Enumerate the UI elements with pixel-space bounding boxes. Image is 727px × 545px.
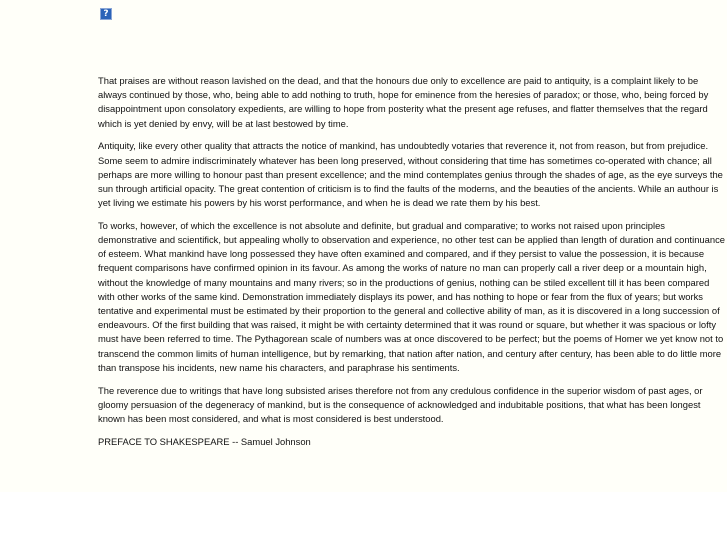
paragraph-1: That praises are without reason lavished on the dead, and that the honours due only to excellence are paid to antiquity, is a complaint likely to be always continued by those, who, being able to add nothing to truth, hope for eminence from the heresies of paradox; or those, who, being forced by disappointment upon consolatory expedients, are willing to hope from posterity what the present age refuses, and flatter themselves that the regard which is yet denied by envy, will be at last bestowed by time. bbox=[98, 75, 709, 129]
source-attribution: PREFACE TO SHAKESPEARE -- Samuel Johnson bbox=[98, 435, 311, 447]
paragraph-3: To works, however, of which the excellence is not absolute and definite, but gradual and comparative; to works not raised upon principles demonstrative and scientifick, but appealing wholly to observation and experience, no other test can be applied than length of duration and continuance of esteem. What mankind have long possessed they have often examined and compared, and if they persist to value the possession, it is because frequent comparisons have confirmed opinion in its favour. As among the works of nature no man can properly call a river deep or a mountain high, without the knowledge of many mountains and many rivers; so in the productions of genius, nothing can be stiled excellent till it has been compared with other works of the same kind. Demonstration immediately displays its power, and has nothing to hope or fear from the flux of years; but works tentative and experimental must be estimated by their proportion to the general and collective ability of man, as it is discovered in a long succession of endeavours. Of the first building that was raised, it might be with certainty determined that it was round or square, but whether it was spacious or lofty must have been referred to time. The Pythagorean scale of numbers was at once discovered to be perfect; but the poems of Homer we yet know not to transcend the common limits of human intelligence, but by remarking, that nation after nation, and century after century, has been able to do little more than transpose his incidents, new name his characters, and paraphrase his sentiments. bbox=[98, 219, 725, 373]
paragraph-2: Antiquity, like every other quality that attracts the notice of mankind, has undoubtedly votaries that reverence it, not from reason, but from prejudice. Some seem to admire indiscriminately whatever has been long preserved, without considering that time has sometimes co-operated with chance; all perhaps are more willing to honour past than present excellence; and the mind contemplates genius through the shades of age, as the eye surveys the sun through artificial opacity. The great contention of criticism is to find the faults of the moderns, and the beauties of the ancients. While an authour is yet living we estimate his powers by his worst performance, and when he is dead we rate them by his best. bbox=[98, 140, 723, 209]
help-icon[interactable]: ? bbox=[100, 8, 112, 20]
document-body bbox=[98, 74, 726, 457]
paragraph-4: The reverence due to writings that have long subsisted arises therefore not from any credulous confidence in the superior wisdom of past ages, or gloomy persuasion of the degeneracy of mankind, but is the consequence of acknowledged and indubitable positions, that what has been longest known has been most considered, and what is most considered is best understood. bbox=[98, 384, 703, 424]
